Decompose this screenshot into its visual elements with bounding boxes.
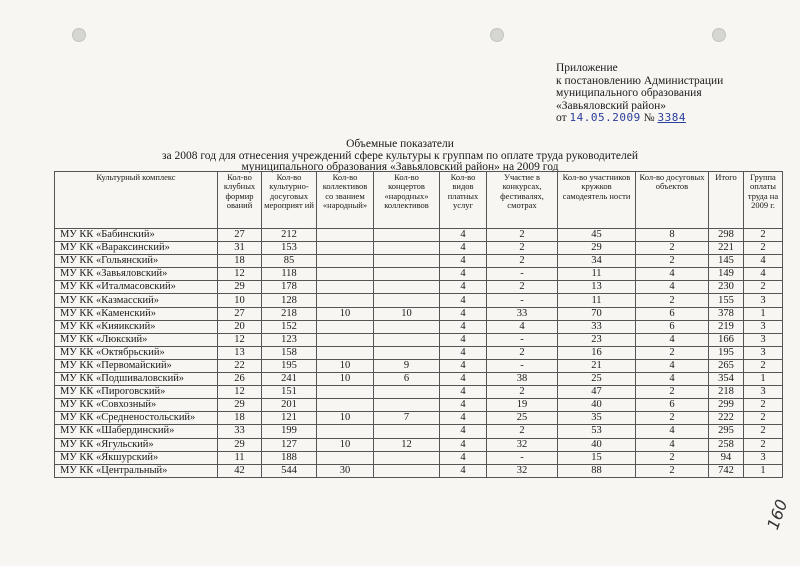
table-cell <box>317 294 374 307</box>
table-cell <box>374 268 440 281</box>
table-cell <box>317 399 374 412</box>
table-row <box>55 386 783 399</box>
complex-name-cell: МУ КК «Гольянский» <box>55 255 218 268</box>
complex-name-cell: МУ КК «Бабинский» <box>55 229 218 242</box>
table-cell: 4 <box>440 373 487 386</box>
table-cell: 29 <box>558 242 636 255</box>
table-cell: 2 <box>636 464 709 477</box>
doc-title-2: за 2008 год для отнесения учреждений сфере культуры к группам по оплате труда руководителей <box>161 150 638 162</box>
table-cell: 20 <box>218 320 262 333</box>
table-cell <box>317 320 374 333</box>
table-cell: 19 <box>487 399 558 412</box>
number-value: 3384 <box>657 111 686 124</box>
column-header: Итого <box>709 172 744 229</box>
table-cell: 10 <box>317 412 374 425</box>
table-cell: 18 <box>218 255 262 268</box>
table-cell <box>317 451 374 464</box>
appendix-line-4: «Завьяловский район» <box>556 99 666 112</box>
table-row <box>55 320 783 333</box>
table-cell: 2 <box>744 229 783 242</box>
column-header: Кол-во участников кружков самодеятель ности <box>558 172 636 229</box>
table-cell: 32 <box>487 438 558 451</box>
table-cell: 158 <box>262 346 317 359</box>
table-cell: 45 <box>558 229 636 242</box>
table-cell: 7 <box>374 412 440 425</box>
table-cell: 4 <box>440 294 487 307</box>
table-cell: 47 <box>558 386 636 399</box>
table-cell: 2 <box>744 359 783 372</box>
table-cell <box>317 425 374 438</box>
table-cell: 201 <box>262 399 317 412</box>
table-cell: 2 <box>744 412 783 425</box>
table-cell: 8 <box>636 229 709 242</box>
table-cell <box>317 386 374 399</box>
table-cell: 3 <box>744 333 783 346</box>
table-cell: 544 <box>262 464 317 477</box>
table-cell: 4 <box>440 425 487 438</box>
table-cell <box>374 333 440 346</box>
table-cell: 25 <box>558 373 636 386</box>
table-row <box>55 373 783 386</box>
table-cell: 4 <box>636 268 709 281</box>
complex-name-cell: МУ КК «Шабердинский» <box>55 425 218 438</box>
table-cell: 10 <box>317 307 374 320</box>
table-cell: 3 <box>744 386 783 399</box>
table-cell: 26 <box>218 373 262 386</box>
table-cell: 218 <box>709 386 744 399</box>
table-cell: 128 <box>262 294 317 307</box>
table-cell: 145 <box>709 255 744 268</box>
table-cell: 121 <box>262 412 317 425</box>
table-row <box>55 425 783 438</box>
complex-name-cell: МУ КК «Вараксинский» <box>55 242 218 255</box>
indicators-table <box>54 171 783 478</box>
column-header: Кол-во коллективов со званием «народный» <box>317 172 374 229</box>
complex-name-cell: МУ КК «Центральный» <box>55 464 218 477</box>
table-cell: 42 <box>218 464 262 477</box>
table-cell: 166 <box>709 333 744 346</box>
column-header: Культурный комплекс <box>55 172 218 229</box>
complex-name-cell: МУ КК «Октябрьский» <box>55 346 218 359</box>
table-cell: 4 <box>440 451 487 464</box>
table-cell <box>374 451 440 464</box>
table-row <box>55 412 783 425</box>
table-cell: 6 <box>636 399 709 412</box>
complex-name-cell: МУ КК «Средненостольский» <box>55 412 218 425</box>
table-cell: 10 <box>374 307 440 320</box>
complex-name-cell: МУ КК «Завьяловский» <box>55 268 218 281</box>
table-cell: 40 <box>558 399 636 412</box>
date-value: 14.05.2009 <box>569 111 641 124</box>
table-cell: 12 <box>218 333 262 346</box>
table-cell: 4 <box>440 346 487 359</box>
table-cell: 35 <box>558 412 636 425</box>
table-cell: 10 <box>317 359 374 372</box>
table-cell: 31 <box>218 242 262 255</box>
table-row <box>55 242 783 255</box>
table-cell: 4 <box>440 229 487 242</box>
table-cell: 38 <box>487 373 558 386</box>
table-cell <box>374 386 440 399</box>
table-cell: 34 <box>558 255 636 268</box>
complex-name-cell: МУ КК «Италмасовский» <box>55 281 218 294</box>
table-cell: 4 <box>744 268 783 281</box>
table-cell <box>317 333 374 346</box>
table-cell: 2 <box>487 255 558 268</box>
number-prefix: № <box>643 112 655 124</box>
table-cell: 4 <box>440 268 487 281</box>
table-row <box>55 464 783 477</box>
table-cell: 11 <box>558 294 636 307</box>
table-cell: 299 <box>709 399 744 412</box>
table-cell: 265 <box>709 359 744 372</box>
table-cell <box>317 255 374 268</box>
table-cell: 40 <box>558 438 636 451</box>
table-cell: 4 <box>636 438 709 451</box>
table-row <box>55 229 783 242</box>
table-cell: 4 <box>440 242 487 255</box>
table-cell: 149 <box>709 268 744 281</box>
table-cell <box>317 242 374 255</box>
table-cell: 2 <box>487 346 558 359</box>
table-row <box>55 451 783 464</box>
table-cell: 16 <box>558 346 636 359</box>
table-cell: 178 <box>262 281 317 294</box>
table-cell: 3 <box>744 320 783 333</box>
table-cell: 1 <box>744 373 783 386</box>
table-cell: 4 <box>440 386 487 399</box>
table-cell: 12 <box>218 386 262 399</box>
table-cell: 70 <box>558 307 636 320</box>
complex-name-cell: МУ КК «Первомайский» <box>55 359 218 372</box>
table-cell: 221 <box>709 242 744 255</box>
table-cell <box>317 281 374 294</box>
table-cell: 2 <box>636 242 709 255</box>
table-cell: 4 <box>440 438 487 451</box>
table-header-row <box>55 172 783 229</box>
doc-title-1: Объемные показатели <box>346 138 454 150</box>
table-cell: 29 <box>218 438 262 451</box>
complex-name-cell: МУ КК «Совхозный» <box>55 399 218 412</box>
table-cell: 29 <box>218 399 262 412</box>
column-header: Группа оплаты труда на 2009 г. <box>744 172 783 229</box>
table-cell: 2 <box>636 386 709 399</box>
table-row <box>55 399 783 412</box>
column-header: Кол-во досуговых объектов <box>636 172 709 229</box>
table-cell: 9 <box>374 359 440 372</box>
table-cell: 155 <box>709 294 744 307</box>
table-cell: 2 <box>487 386 558 399</box>
table-row <box>55 281 783 294</box>
table-cell: 29 <box>218 281 262 294</box>
table-cell: 4 <box>487 320 558 333</box>
table-cell: 10 <box>317 438 374 451</box>
table-cell <box>374 229 440 242</box>
table-cell: 33 <box>558 320 636 333</box>
table-cell: 258 <box>709 438 744 451</box>
table-cell: 222 <box>709 412 744 425</box>
table-cell: 152 <box>262 320 317 333</box>
table-cell: 12 <box>374 438 440 451</box>
table-cell: 4 <box>636 281 709 294</box>
table-cell: 94 <box>709 451 744 464</box>
table-row <box>55 438 783 451</box>
table-cell: 30 <box>317 464 374 477</box>
table-cell: 23 <box>558 333 636 346</box>
table-cell: 13 <box>558 281 636 294</box>
column-header: Кол-во видов платных услуг <box>440 172 487 229</box>
punch-hole-middle <box>490 28 504 42</box>
table-cell: 298 <box>709 229 744 242</box>
table-cell <box>317 268 374 281</box>
table-cell: 4 <box>440 307 487 320</box>
table-cell: 2 <box>744 281 783 294</box>
table-cell <box>374 281 440 294</box>
table-cell <box>317 346 374 359</box>
table-cell: 4 <box>440 412 487 425</box>
appendix-date-line <box>556 112 776 125</box>
table-row <box>55 255 783 268</box>
table-cell: 33 <box>218 425 262 438</box>
complex-name-cell: МУ КК «Пироговский» <box>55 386 218 399</box>
table-cell: 15 <box>558 451 636 464</box>
table-cell: 295 <box>709 425 744 438</box>
table-cell: 11 <box>558 268 636 281</box>
punch-hole-right <box>712 28 726 42</box>
table-cell: 219 <box>709 320 744 333</box>
table-cell: 4 <box>440 333 487 346</box>
table-row <box>55 333 783 346</box>
table-row <box>55 268 783 281</box>
table-cell: 188 <box>262 451 317 464</box>
table-cell: 742 <box>709 464 744 477</box>
table-cell: 4 <box>636 373 709 386</box>
table-cell: 118 <box>262 268 317 281</box>
table-cell: 2 <box>636 255 709 268</box>
table-cell: 2 <box>636 451 709 464</box>
table-cell: 153 <box>262 242 317 255</box>
complex-name-cell: МУ КК «Ягульский» <box>55 438 218 451</box>
table-cell: 199 <box>262 425 317 438</box>
doc-title-3: муниципального образования «Завьяловский район» на 2009 год <box>241 161 559 173</box>
table-cell: 2 <box>744 399 783 412</box>
table-cell: 6 <box>636 307 709 320</box>
table-cell: 2 <box>487 242 558 255</box>
table-cell <box>374 425 440 438</box>
complex-name-cell: МУ КК «Якшурский» <box>55 451 218 464</box>
table-cell: 18 <box>218 412 262 425</box>
appendix-block <box>556 62 776 125</box>
table-cell: 4 <box>440 464 487 477</box>
table-cell: 195 <box>262 359 317 372</box>
table-cell: 10 <box>218 294 262 307</box>
table-row <box>55 346 783 359</box>
table-cell: 212 <box>262 229 317 242</box>
table-cell: 1 <box>744 464 783 477</box>
table-cell: 6 <box>636 320 709 333</box>
table-cell: - <box>487 359 558 372</box>
column-header: Участие в конкурсах, фестивалях, смотрах <box>487 172 558 229</box>
table-cell: 241 <box>262 373 317 386</box>
column-header: Кол-во клубных формир ований <box>218 172 262 229</box>
table-cell: 4 <box>636 333 709 346</box>
table-cell: 12 <box>218 268 262 281</box>
table-cell: 1 <box>744 307 783 320</box>
table-row <box>55 307 783 320</box>
table-cell: 85 <box>262 255 317 268</box>
table-cell: - <box>487 294 558 307</box>
table-cell: 88 <box>558 464 636 477</box>
table-cell: - <box>487 333 558 346</box>
table-cell: - <box>487 268 558 281</box>
table-cell: 2 <box>487 425 558 438</box>
table-cell: 2 <box>636 346 709 359</box>
appendix-line-2: к постановлению Администрации <box>556 74 724 87</box>
table-cell: 378 <box>709 307 744 320</box>
table-cell <box>374 320 440 333</box>
column-header: Кол-во культурно-досуговых мероприят ий <box>262 172 317 229</box>
complex-name-cell: МУ КК «Люкский» <box>55 333 218 346</box>
table-cell <box>374 346 440 359</box>
complex-name-cell: МУ КК «Казмасский» <box>55 294 218 307</box>
table-cell: 32 <box>487 464 558 477</box>
table-cell <box>374 255 440 268</box>
table-cell: 230 <box>709 281 744 294</box>
column-header: Кол-во концертов «народных» коллективов <box>374 172 440 229</box>
table-cell: 127 <box>262 438 317 451</box>
table-cell: 6 <box>374 373 440 386</box>
date-prefix: от <box>556 112 567 124</box>
table-row <box>55 359 783 372</box>
complex-name-cell: МУ КК «Подшиваловский» <box>55 373 218 386</box>
table-cell: 4 <box>636 359 709 372</box>
table-cell: 27 <box>218 307 262 320</box>
table-cell: 21 <box>558 359 636 372</box>
table-cell: - <box>487 451 558 464</box>
table-cell: 2 <box>744 242 783 255</box>
table-cell: 3 <box>744 451 783 464</box>
table-cell: 4 <box>440 255 487 268</box>
table-cell: 27 <box>218 229 262 242</box>
table-cell <box>374 464 440 477</box>
table-cell: 33 <box>487 307 558 320</box>
table-cell: 4 <box>636 425 709 438</box>
punch-hole-left <box>72 28 86 42</box>
table-cell: 195 <box>709 346 744 359</box>
appendix-line-1: Приложение <box>556 62 618 74</box>
table-cell: 2 <box>636 412 709 425</box>
complex-name-cell: МУ КК «Каменский» <box>55 307 218 320</box>
table-cell: 123 <box>262 333 317 346</box>
table-cell: 22 <box>218 359 262 372</box>
table-cell: 4 <box>744 255 783 268</box>
table-cell: 13 <box>218 346 262 359</box>
table-cell: 4 <box>440 281 487 294</box>
table-cell: 2 <box>744 438 783 451</box>
table-cell: 25 <box>487 412 558 425</box>
table-cell: 218 <box>262 307 317 320</box>
table-cell <box>317 229 374 242</box>
table-cell: 3 <box>744 294 783 307</box>
table-cell <box>374 242 440 255</box>
table-cell: 4 <box>440 320 487 333</box>
appendix-line-3: муниципального образования <box>556 87 702 99</box>
table-cell: 4 <box>440 359 487 372</box>
table-cell: 151 <box>262 386 317 399</box>
table-cell: 2 <box>636 294 709 307</box>
table-cell: 2 <box>744 425 783 438</box>
table-cell: 53 <box>558 425 636 438</box>
table-cell: 2 <box>487 229 558 242</box>
table-cell <box>374 294 440 307</box>
table-cell: 11 <box>218 451 262 464</box>
table-cell <box>374 399 440 412</box>
table-cell: 2 <box>487 281 558 294</box>
page-number: 160 <box>763 496 792 533</box>
table-row <box>55 294 783 307</box>
table-cell: 4 <box>440 399 487 412</box>
table-cell: 3 <box>744 346 783 359</box>
table-cell: 10 <box>317 373 374 386</box>
complex-name-cell: МУ КК «Кияикский» <box>55 320 218 333</box>
table-cell: 354 <box>709 373 744 386</box>
